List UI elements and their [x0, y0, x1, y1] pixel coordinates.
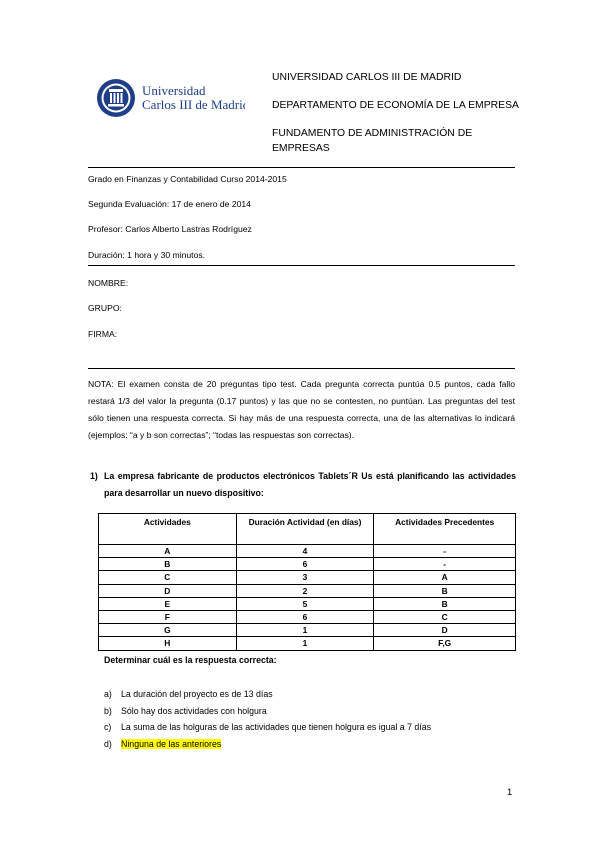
- page-number: 1: [507, 786, 513, 797]
- predecessor-cell: B: [374, 584, 516, 597]
- activity-cell: A: [99, 545, 237, 558]
- university-name: UNIVERSIDAD CARLOS III DE MADRID: [272, 72, 462, 83]
- degree-info: Grado en Finanzas y Contabilidad Curso 2014-2015: [88, 174, 287, 184]
- answer-options: [104, 686, 431, 752]
- university-logo: [95, 75, 245, 121]
- predecessor-cell: -: [374, 558, 516, 571]
- question-number: 1): [90, 471, 98, 481]
- professor-info: Profesor: Carlos Alberto Lastras Rodríguez: [88, 224, 252, 234]
- activity-cell: H: [99, 637, 237, 650]
- divider: [88, 368, 515, 369]
- option-text: La suma de las holguras de las actividades que tienen holgura es igual a 7 días: [121, 722, 432, 732]
- signature-field-label: FIRMA:: [88, 329, 118, 339]
- duration-cell: 5: [236, 597, 374, 610]
- answer-option-c: [104, 719, 431, 736]
- activity-cell: B: [99, 558, 237, 571]
- table-row: [99, 597, 516, 610]
- table-row: [99, 610, 516, 623]
- university-seal-icon: [95, 75, 245, 121]
- option-text: La duración del proyecto es de 13 días: [121, 689, 273, 699]
- divider: [88, 167, 515, 168]
- name-field-label: NOMBRE:: [88, 278, 129, 288]
- header-duration: Duración Actividad (en días): [236, 514, 374, 545]
- activity-cell: D: [99, 584, 237, 597]
- duration-cell: 3: [236, 571, 374, 584]
- predecessor-cell: A: [374, 571, 516, 584]
- divider: [88, 265, 515, 266]
- option-letter: c): [104, 722, 112, 732]
- course-name-line2: EMPRESAS: [272, 143, 330, 154]
- course-name-line1: FUNDAMENTO DE ADMINISTRACIÓN DE: [272, 128, 473, 139]
- table-row: [99, 571, 516, 584]
- predecessor-cell: C: [374, 610, 516, 623]
- evaluation-info: Segunda Evaluación: 17 de enero de 2014: [88, 199, 251, 209]
- option-letter: d): [104, 738, 112, 749]
- table-row: [99, 637, 516, 650]
- option-text: Sólo hay dos actividades con holgura: [121, 705, 267, 716]
- duration-cell: 4: [236, 545, 374, 558]
- answer-option-b: [104, 703, 431, 720]
- question-prompt: Determinar cuál es la respuesta correcta:: [104, 655, 277, 665]
- department-name: DEPARTAMENTO DE ECONOMÍA DE LA EMPRESA: [272, 100, 519, 111]
- duration-info: Duración: 1 hora y 30 minutos.: [88, 250, 206, 260]
- table-row: [99, 584, 516, 597]
- activity-cell: C: [99, 571, 237, 584]
- option-letter: a): [104, 689, 112, 699]
- question-1: [90, 468, 516, 502]
- question-text: La empresa fabricante de productos electrónicos Tablets´R Us está planificando las actividades para desarrollar un nuevo dispositivo:: [104, 471, 516, 498]
- predecessor-cell: B: [374, 597, 516, 610]
- answer-option-a: [104, 686, 431, 703]
- activity-cell: G: [99, 624, 237, 637]
- duration-cell: 1: [236, 624, 374, 637]
- option-letter: b): [104, 705, 112, 716]
- header-predecessors: Actividades Precedentes: [374, 514, 516, 545]
- exam-note: NOTA: El examen consta de 20 preguntas tipo test. Cada pregunta correcta puntúa 0.5 puntos, cada fallo restará 1/3 del valor la pregunta (0.17 puntos) y las que no se contesten, no puntúan. Las preguntas del test sólo tienen una respuesta correcta. Si hay más de una respuesta correcta, una de las alternativas lo indicará (ejemplos: “a y b son correctas”; “todas las respuestas son correctas).: [88, 379, 515, 440]
- svg-text:Carlos III de Madrid: Carlos III de Madrid: [142, 97, 245, 112]
- duration-cell: 2: [236, 584, 374, 597]
- table-row: [99, 558, 516, 571]
- predecessor-cell: -: [374, 545, 516, 558]
- table-row: [99, 545, 516, 558]
- duration-cell: 6: [236, 558, 374, 571]
- option-text-highlighted: Ninguna de las anteriores: [121, 738, 222, 749]
- predecessor-cell: D: [374, 624, 516, 637]
- table-row: [99, 624, 516, 637]
- table-header-row: [99, 514, 516, 545]
- header-activities: Actividades: [99, 514, 237, 545]
- duration-cell: 1: [236, 637, 374, 650]
- answer-option-d: [104, 736, 431, 753]
- group-field-label: GRUPO:: [88, 303, 122, 313]
- duration-cell: 6: [236, 610, 374, 623]
- activity-cell: F: [99, 610, 237, 623]
- svg-text:Universidad: Universidad: [142, 83, 206, 98]
- activities-table: [98, 513, 516, 651]
- activity-cell: E: [99, 597, 237, 610]
- predecessor-cell: F,G: [374, 637, 516, 650]
